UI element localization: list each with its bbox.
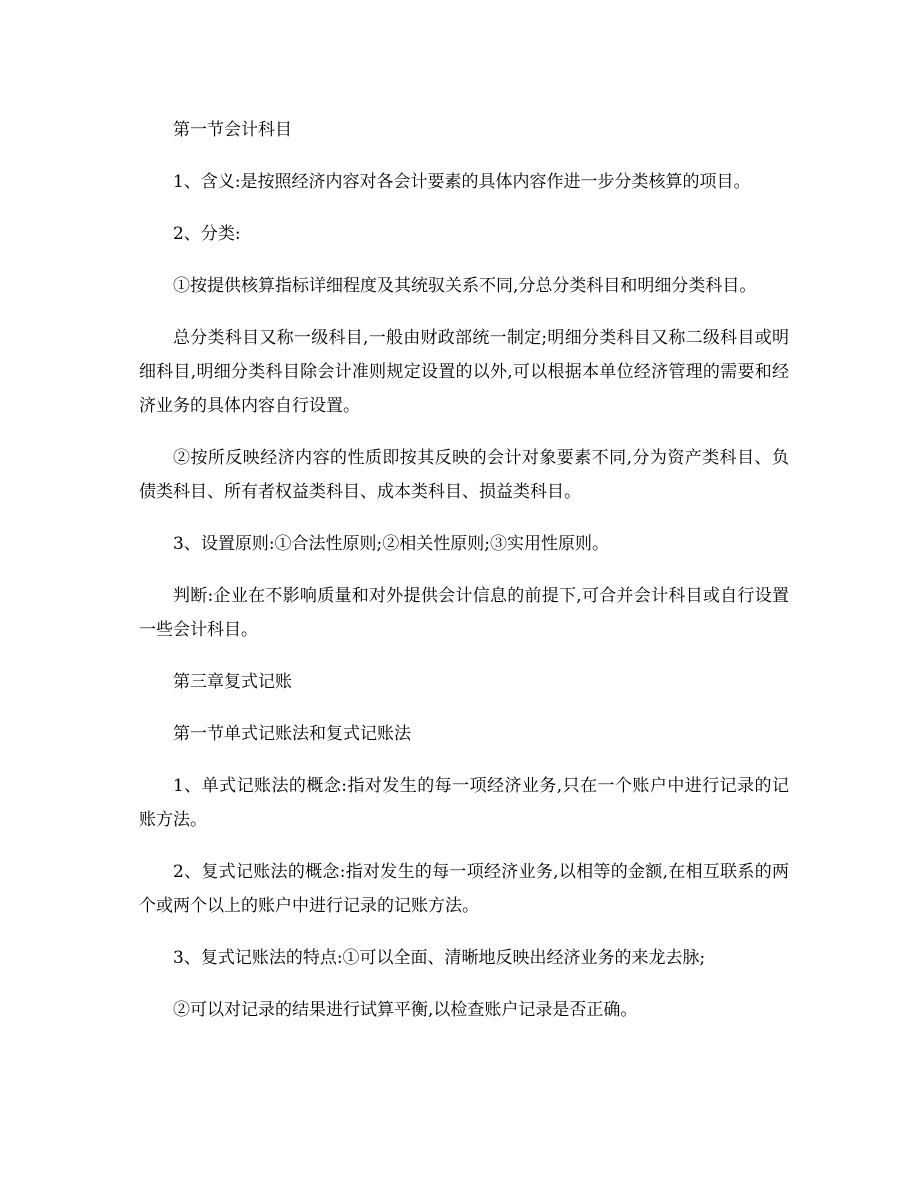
paragraph-definition: 1、含义:是按照经济内容对各会计要素的具体内容作进一步分类核算的项目。 xyxy=(173,172,751,192)
document-body xyxy=(139,113,789,1045)
paragraph-double-entry-concept: 2、复式记账法的概念:指对发生的每一项经济业务,以相等的金额,在相互联系的两个或两个以上的账户中进行记录的记账方法。 xyxy=(139,862,789,916)
paragraph-classification-detail-level: ①按提供核算指标详细程度及其统驭关系不同,分总分类科目和明细分类科目。 xyxy=(173,276,757,296)
section-heading-single-and-double-entry: 第一节单式记账法和复式记账法 xyxy=(173,724,411,744)
paragraph-trial-balance: ②可以对记录的结果进行试算平衡,以检查账户记录是否正确。 xyxy=(173,1000,638,1020)
paragraph-general-and-detail-accounts: 总分类科目又称一级科目,一般由财政部统一制定;明细分类科目又称二级科目或明细科目,明细分类科目除会计准则规定设置的以外,可以根据本单位经济管理的需要和经济业务的具体内容自行设置。 xyxy=(139,328,789,416)
paragraph-setup-principles: 3、设置原则:①合法性原则;②相关性原则;③实用性原则。 xyxy=(173,534,609,554)
paragraph-classification-economic-content: ②按所反映经济内容的性质即按其反映的会计对象要素不同,分为资产类科目、负债类科目、所有者权益类科目、成本类科目、损益类科目。 xyxy=(139,448,789,502)
chapter-heading-double-entry: 第三章复式记账 xyxy=(173,672,292,692)
paragraph-single-entry-concept: 1、单式记账法的概念:指对发生的每一项经济业务,只在一个账户中进行记录的记账方法。 xyxy=(139,776,789,830)
paragraph-double-entry-features: 3、复式记账法的特点:①可以全面、清晰地反映出经济业务的来龙去脉; xyxy=(173,948,706,968)
paragraph-classification: 2、分类: xyxy=(173,224,241,244)
paragraph-judgement: 判断:企业在不影响质量和对外提供会计信息的前提下,可合并会计科目或自行设置一些会计科目。 xyxy=(139,586,789,640)
section-heading-accounting-titles: 第一节会计科目 xyxy=(173,120,292,140)
